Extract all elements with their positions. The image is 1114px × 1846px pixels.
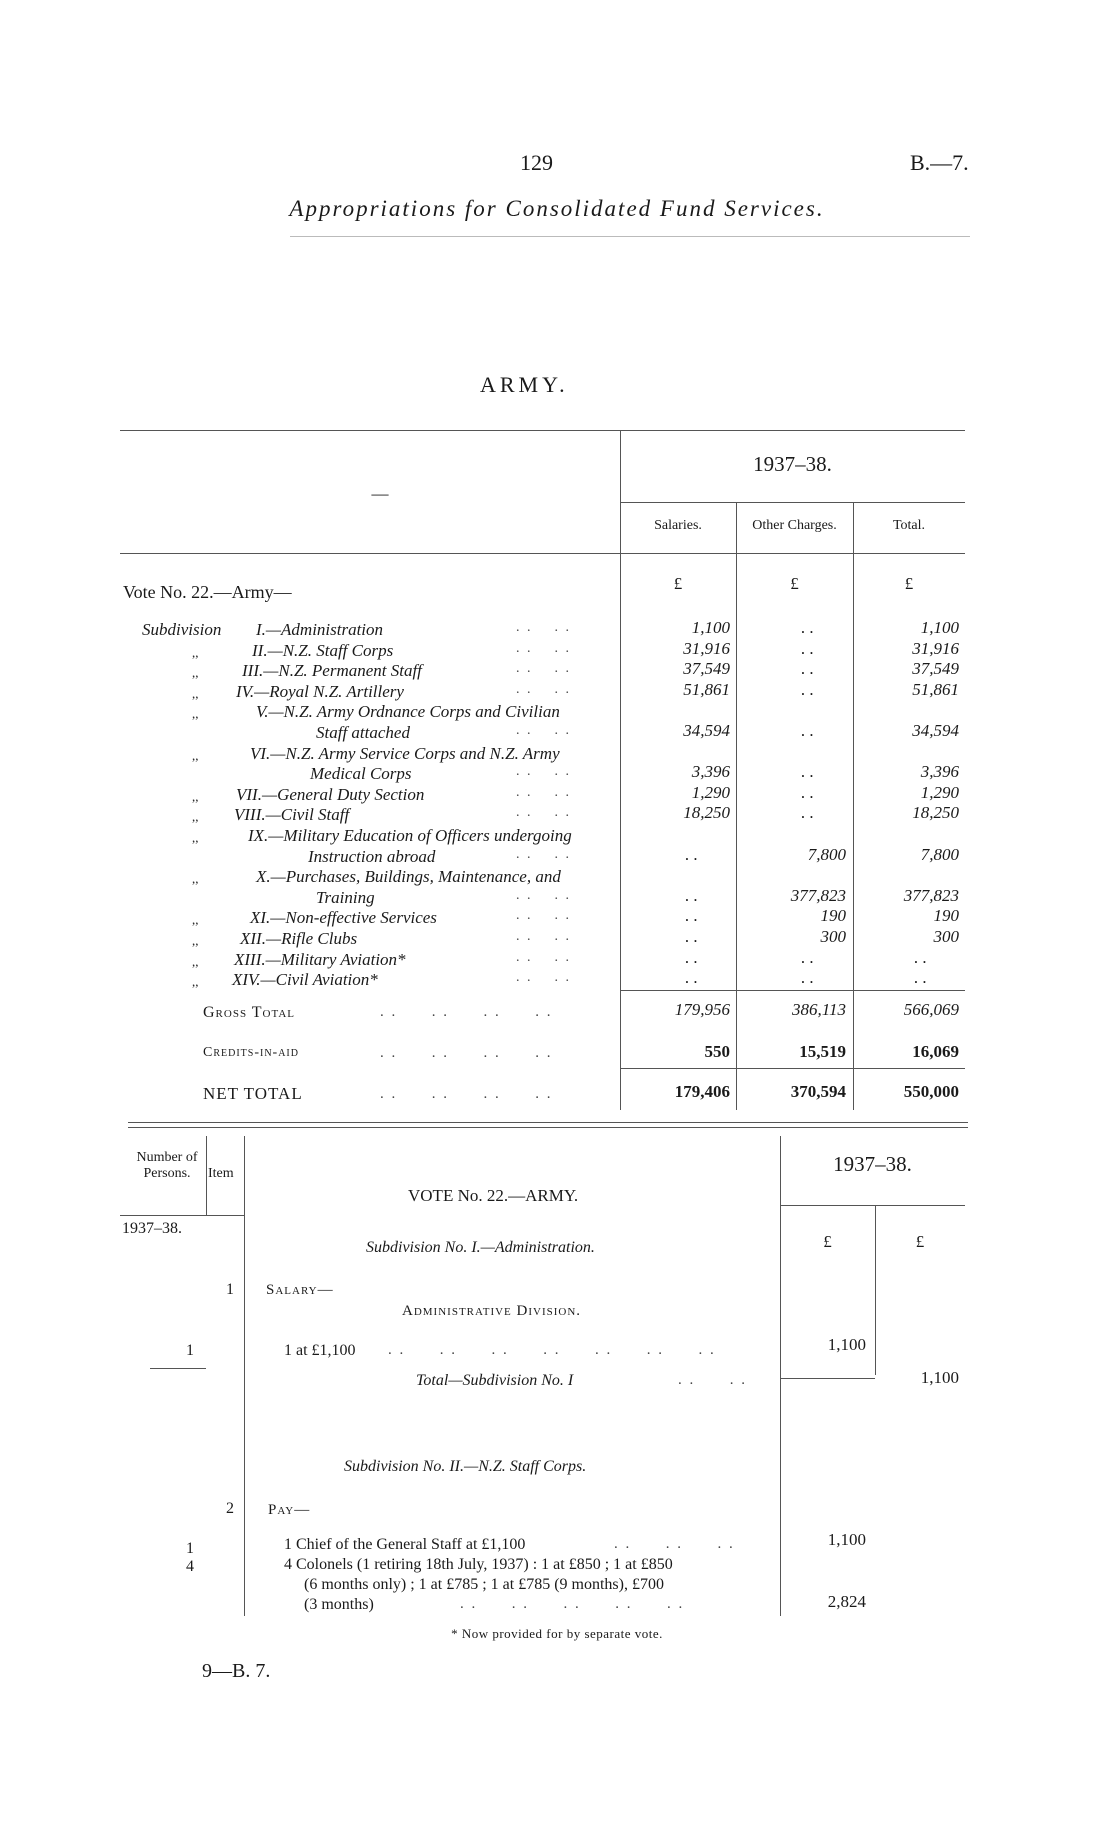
amount-oth: . . [801,968,814,988]
amount-oth: . . [801,803,814,823]
credits-rule [620,1068,965,1069]
amount-tot: 31,916 [912,638,959,658]
leader-dots: . . . . [516,681,571,697]
amount-oth: 377,823 [790,885,846,905]
subdivision-2-title: Subdivision No. II.—N.Z. Staff Corps. [344,1458,587,1475]
subdivision-label: V.—N.Z. Army Ordnance Corps and Civilian [256,702,560,722]
vote-label: Vote No. 22.—Army— [123,582,292,602]
leader-dots: . . . . [516,620,571,635]
subdivision-label: VIII.—Civil Staff [234,805,350,825]
amount-tot: 1,290 [920,782,959,802]
leader-dots: . . . . [516,908,571,924]
detail-divider-item [244,1136,245,1616]
subdivision-2-item: 2 [226,1500,234,1517]
page-number: 129 [520,150,553,175]
leader-dots: . . . . [516,970,571,986]
subdivision-1-line: 1 at £1,100 [284,1342,356,1359]
amount-oth: . . [801,782,814,802]
ditto-mark: ,, [192,685,199,701]
subdivision-2-line2-persons: 4 [186,1558,194,1575]
amount-sal: 1,100 [691,618,730,637]
amount-tot: 7,800 [920,844,959,864]
subdivision-2-line2a: 4 Colonels (1 retiring 18th July, 1937) : 1 at £850 ; 1 at £850 [284,1556,673,1573]
subdivision-label: VII.—General Duty Section [236,784,425,804]
amount-tot: . . [914,968,927,988]
amount-sal: 51,861 [683,679,730,699]
subdivision-label: IX.—Military Education of Officers undergoing [248,826,572,845]
footnote: * Now provided for by separate vote. [451,1626,663,1641]
ditto-mark: ,, [192,830,199,845]
amount-oth: 7,800 [807,844,846,864]
detail-divider-amount-2 [875,1205,876,1375]
detail-currency-2: £ [915,1232,925,1251]
subdivision-1-total-rule [780,1378,875,1379]
amount-sal: 37,549 [683,659,730,679]
amount-tot: 18,250 [912,803,959,823]
leader-dots: . . . . [516,640,571,656]
ditto-mark: ,, [192,871,199,887]
amount-tot: 3,396 [920,762,959,782]
subdivision-1-item: 1 [226,1281,234,1298]
amount-oth: . . [801,659,814,679]
amount-tot: 51,861 [912,679,959,699]
subdivision-1-dots: . . . . . . . . . . . . . . [388,1342,716,1358]
leader-dots: . . . . [516,846,571,862]
credits-other-charges: 15,519 [799,1042,846,1061]
subdivision-2-line1-amount: 1,100 [827,1530,866,1549]
credits-total: 16,069 [912,1042,959,1061]
amount-oth: . . [801,721,814,740]
amount-tot: . . [914,947,927,967]
ditto-mark: ,, [192,912,199,928]
subdivision-word: Subdivision [142,620,222,639]
vote-title: VOTE No. 22.—ARMY. [408,1186,579,1205]
section-title: ARMY. [480,372,569,397]
subdivision-label: X.—Purchases, Buildings, Maintenance, and [256,867,561,887]
column-header-total: Total. [892,518,926,533]
footer-reference: 9—B. 7. [202,1660,271,1682]
subdivision-2-line2b: (6 months only) ; 1 at £785 ; 1 at £785 (9 months), £700 [304,1576,664,1593]
subdivision-label: I.—Administration [256,620,384,639]
amount-tot: 300 [933,927,959,946]
summary-bottom-rule [128,1122,968,1123]
detail-divider-persons [206,1136,207,1216]
leader-dots: . . . . [516,929,571,944]
leader-dots: . . . . [516,784,571,800]
subdivision-label: VI.—N.Z. Army Service Corps and N.Z. Army [250,743,560,763]
amount-sal: 31,916 [683,638,730,658]
subdivision-label: XIV.—Civil Aviation* [232,970,378,990]
net-total-label: NET TOTAL [203,1084,303,1103]
subdivision-1-title: Subdivision No. I.—Administration. [366,1239,595,1256]
gross-total-dots: . . . . . . . . [380,1004,553,1020]
ditto-mark: ,, [192,788,199,804]
subdivision-2-line2c: (3 months) [304,1596,374,1613]
subdivision-1-amount: 1,100 [827,1335,866,1354]
net-total-dots: . . . . . . . . [380,1086,553,1102]
amount-sal: . . [685,885,698,905]
detail-year-header: 1937–38. [833,1152,912,1176]
amount-sal: 34,594 [683,721,730,740]
summary-head-rule [120,553,965,554]
page-title: Appropriations for Consolidated Fund Services. [289,196,825,221]
amount-oth: 300 [820,927,846,946]
currency-salaries: £ [673,574,683,593]
ditto-mark: ,, [192,809,199,825]
subdivision-label: II.—N.Z. Staff Corps [252,640,394,660]
leader-dots: . . . . [516,661,571,677]
subdivision-label: Staff attached [316,723,410,742]
subdivision-2-line1-dots: . . . . . . [614,1536,735,1552]
ditto-mark: ,, [192,953,199,969]
amount-oth: 190 [820,906,846,926]
amount-sal: 18,250 [683,803,730,823]
ditto-mark: ,, [192,706,199,722]
amount-oth: . . [801,762,814,782]
subdivision-1-heading: Salary— [266,1282,334,1298]
amount-sal: . . [685,844,698,864]
amount-sal: . . [685,947,698,967]
currency-other-charges: £ [790,574,799,593]
summary-dash: — [371,484,389,503]
subdivision-label: XII.—Rifle Clubs [240,929,358,948]
amount-tot: 190 [933,906,959,926]
subdivision-1-persons: 1 [186,1342,194,1359]
currency-total: £ [904,574,914,593]
amount-tot: 37,549 [912,659,959,679]
credits-in-aid-label: Credits-in-aid [203,1045,299,1060]
subdivision-label: XI.—Non-effective Services [250,908,437,928]
detail-currency-1: £ [823,1232,832,1251]
ditto-mark: ,, [192,665,199,681]
gross-total-label: Gross Total [203,1004,296,1021]
column-header-item: Item [208,1166,234,1181]
subdivision-label: XIII.—Military Aviation* [234,949,406,969]
subdivision-label: Instruction abroad [308,846,436,866]
subdivision-label: IV.—Royal N.Z. Artillery [236,681,404,701]
subdivision-label: III.—N.Z. Permanent Staff [242,661,422,681]
subdivision-2-line2-amount: 2,824 [827,1592,866,1611]
credits-dots: . . . . . . . . [380,1045,553,1061]
detail-year-rule [780,1205,965,1206]
summary-year-rule [620,502,965,503]
subdivision-2-heading: Pay— [268,1502,311,1518]
amount-sal: 3,396 [691,762,730,782]
leader-dots: . . . . [516,949,571,965]
leader-dots: . . . . [516,723,571,738]
ditto-mark: ,, [192,644,199,660]
amount-oth: . . [801,947,814,967]
subdivision-1-total-dots: . . . . [678,1372,747,1388]
gross-total-total: 566,069 [903,1000,959,1019]
gross-total-other-charges: 386,113 [792,1000,846,1019]
persons-year: 1937–38. [122,1220,182,1237]
subtotal-rule [620,990,965,991]
subdivision-2-line1: 1 Chief of the General Staff at £1,100 [284,1536,526,1553]
leader-dots: . . . . [516,764,571,780]
amount-sal: . . [685,968,698,988]
subdivision-1-total-amount: 1,100 [920,1368,959,1387]
ditto-mark: ,, [192,974,199,990]
detail-persons-rule [120,1215,244,1216]
summary-top-rule [120,430,965,431]
header-rule [290,236,970,237]
ditto-mark: ,, [192,747,199,763]
amount-oth: . . [801,618,814,637]
leader-dots: . . . . [516,887,571,903]
subdivision-2-line1-persons: 1 [186,1540,194,1557]
column-header-salaries: Salaries. [654,518,702,533]
amount-tot: 1,100 [920,618,959,637]
summary-year-header: 1937–38. [753,452,832,476]
amount-tot: 377,823 [903,885,959,905]
net-total-salaries: 179,406 [674,1082,730,1101]
subdivision-label: Medical Corps [310,764,412,784]
ditto-mark: ,, [192,933,199,948]
column-header-persons: Number of Persons. [136,1150,198,1181]
leader-dots: . . . . [516,805,571,821]
amount-sal: . . [685,906,698,926]
document-reference: B.—7. [910,150,969,175]
amount-sal: . . [685,927,698,946]
subdivision-1-persons-rule [150,1368,206,1369]
summary-bottom-rule-2 [128,1127,968,1128]
amount-tot: 34,594 [912,721,959,740]
subdivision-1-total-label: Total—Subdivision No. I [416,1372,574,1389]
subdivision-1-division: Administrative Division. [402,1303,582,1319]
net-total-other-charges: 370,594 [790,1082,846,1101]
subdivision-2-line2-dots: . . . . . . . . . . [460,1596,685,1612]
subdivision-label: Training [316,887,375,907]
amount-oth: . . [801,679,814,699]
column-header-other-charges: Other Charges. [752,518,837,533]
amount-sal: 1,290 [691,782,730,802]
gross-total-salaries: 179,956 [674,1000,730,1019]
credits-salaries: 550 [704,1042,730,1061]
amount-oth: . . [801,638,814,658]
net-total-total: 550,000 [903,1082,959,1101]
